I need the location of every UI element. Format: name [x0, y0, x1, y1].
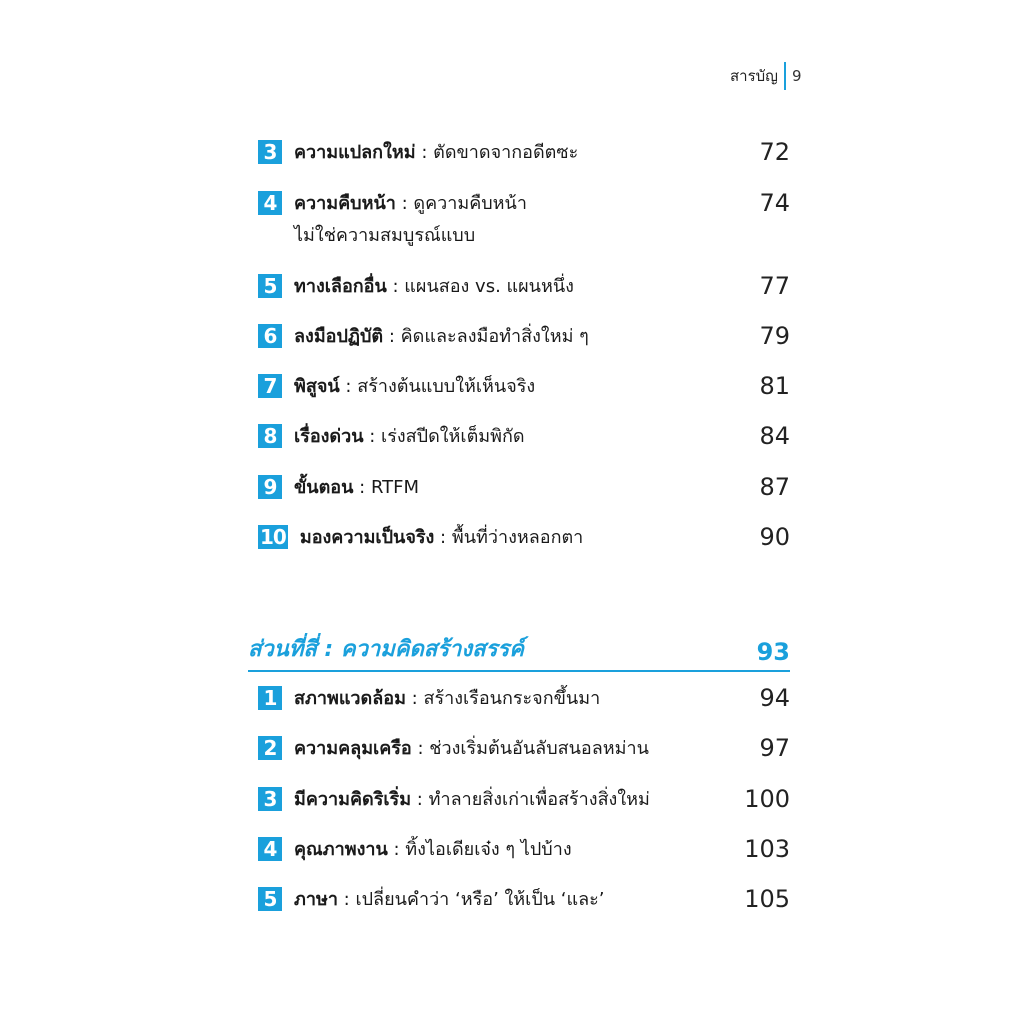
entry-separator: : [383, 326, 401, 347]
entry-separator: : [337, 889, 356, 910]
entry-label: มีความคิดริเริ่ม [294, 789, 412, 810]
entry-description: ดูความคืบหน้า [413, 193, 527, 214]
entry-page-number: 72 [759, 138, 790, 166]
entry-text [294, 472, 730, 504]
toc-entry[interactable] [258, 834, 790, 866]
entry-separator: : [395, 193, 414, 214]
running-header-page: 9 [791, 67, 802, 85]
entry-separator: : [363, 426, 382, 447]
running-header [730, 62, 801, 90]
entry-number-badge: 8 [258, 424, 282, 448]
toc-entry[interactable] [258, 188, 790, 252]
entry-label: ภาษา [294, 889, 338, 910]
entry-number-badge: 5 [258, 274, 282, 298]
entry-description: สร้างต้นแบบให้เห็นจริง [357, 376, 536, 397]
entry-separator: : [387, 839, 406, 860]
entry-page-number: 81 [759, 372, 790, 400]
entry-page-number: 84 [759, 422, 790, 450]
entry-text [294, 683, 730, 715]
entry-text [294, 884, 730, 916]
entry-label: มองความเป็นจริง [299, 527, 435, 548]
entry-number-badge: 2 [258, 736, 282, 760]
entry-description: ทิ้งไอเดียเจ๋ง ๆ ไปบ้าง [405, 839, 572, 860]
section-title: ส่วนที่สี่ : ความคิดสร้างสรรค์ [248, 637, 524, 662]
entry-number-badge: 3 [258, 140, 282, 164]
toc-entry[interactable] [258, 137, 790, 169]
toc-entry[interactable] [258, 321, 790, 353]
entry-separator: : [386, 276, 405, 297]
entry-number-badge: 4 [258, 191, 282, 215]
running-header-title: สารบัญ [730, 67, 778, 85]
entry-text [294, 834, 730, 866]
toc-entry[interactable] [258, 522, 790, 554]
entry-page-number: 103 [744, 835, 790, 863]
entry-text [294, 784, 730, 816]
entry-separator: : [353, 477, 371, 498]
entry-separator: : [405, 688, 424, 709]
entry-label: คุณภาพงาน [294, 839, 388, 860]
entry-text [294, 371, 730, 403]
entry-number-badge: 1 [258, 686, 282, 710]
entry-text [294, 421, 730, 453]
entry-label: ความแปลกใหม่ [294, 142, 416, 163]
entry-page-number: 94 [759, 684, 790, 712]
entry-description: พื้นที่ว่างหลอกตา [451, 527, 584, 548]
entry-description: ตัดขาดจากอดีตซะ [433, 142, 579, 163]
entry-page-number: 87 [759, 473, 790, 501]
toc-entry[interactable] [258, 371, 790, 403]
entry-label: ความคลุมเครือ [294, 738, 412, 759]
toc-entry[interactable] [258, 733, 790, 765]
entry-label: ทางเลือกอื่น [294, 276, 387, 297]
entry-number-badge: 7 [258, 374, 282, 398]
entry-text [294, 733, 730, 765]
toc-entry[interactable] [258, 271, 790, 303]
entry-number-badge: 5 [258, 887, 282, 911]
section-page-number: 93 [756, 638, 790, 666]
entry-description: RTFM [370, 477, 420, 498]
toc-entry[interactable] [258, 421, 790, 453]
entry-page-number: 74 [759, 189, 790, 217]
entry-separator: : [411, 789, 429, 810]
toc-entry[interactable] [258, 683, 790, 715]
entry-label: พิสูจน์ [294, 376, 340, 397]
section-heading[interactable] [248, 632, 790, 672]
entry-label: ลงมือปฏิบัติ [294, 326, 384, 347]
entry-separator: : [411, 738, 430, 759]
entry-separator: : [434, 527, 452, 548]
entry-label: สภาพแวดล้อม [294, 688, 406, 709]
entry-page-number: 105 [744, 885, 790, 913]
entry-description: คิดและลงมือทำสิ่งใหม่ ๆ [400, 326, 589, 347]
entry-description: แผนสอง vs. แผนหนึ่ง [404, 276, 574, 297]
entry-number-badge: 4 [258, 837, 282, 861]
entry-text [300, 522, 730, 554]
entry-page-number: 77 [759, 272, 790, 300]
entry-description: เปลี่ยนคำว่า ‘หรือ’ ให้เป็น ‘และ’ [355, 889, 605, 910]
entry-text [294, 271, 730, 303]
toc-entry[interactable] [258, 472, 790, 504]
entry-label: เรื่องด่วน [294, 426, 364, 447]
header-divider [784, 62, 786, 90]
entry-description-line-2: ไม่ใช่ความสมบูรณ์แบบ [294, 225, 476, 246]
entry-text [294, 188, 730, 252]
entry-description: สร้างเรือนกระจกขึ้นมา [423, 688, 601, 709]
entry-page-number: 79 [759, 322, 790, 350]
entry-text [294, 137, 730, 169]
entry-page-number: 97 [759, 734, 790, 762]
entry-separator: : [339, 376, 358, 397]
entry-page-number: 90 [759, 523, 790, 551]
entry-label: ขั้นตอน [294, 477, 354, 498]
toc-entry[interactable] [258, 884, 790, 916]
entry-text [294, 321, 730, 353]
toc-entry[interactable] [258, 784, 790, 816]
entry-number-badge: 10 [260, 525, 286, 549]
entry-label: ความคืบหน้า [294, 193, 396, 214]
entry-description: เร่งสปีดให้เต็มพิกัด [381, 426, 525, 447]
entry-number-badge: 3 [258, 787, 282, 811]
entry-number-badge: 6 [258, 324, 282, 348]
entry-number-badge: 9 [258, 475, 282, 499]
entry-description: ช่วงเริ่มต้นอันลับสนอลหม่าน [429, 738, 649, 759]
entry-description: ทำลายสิ่งเก่าเพื่อสร้างสิ่งใหม่ [428, 789, 650, 810]
entry-page-number: 100 [744, 785, 790, 813]
entry-separator: : [415, 142, 434, 163]
